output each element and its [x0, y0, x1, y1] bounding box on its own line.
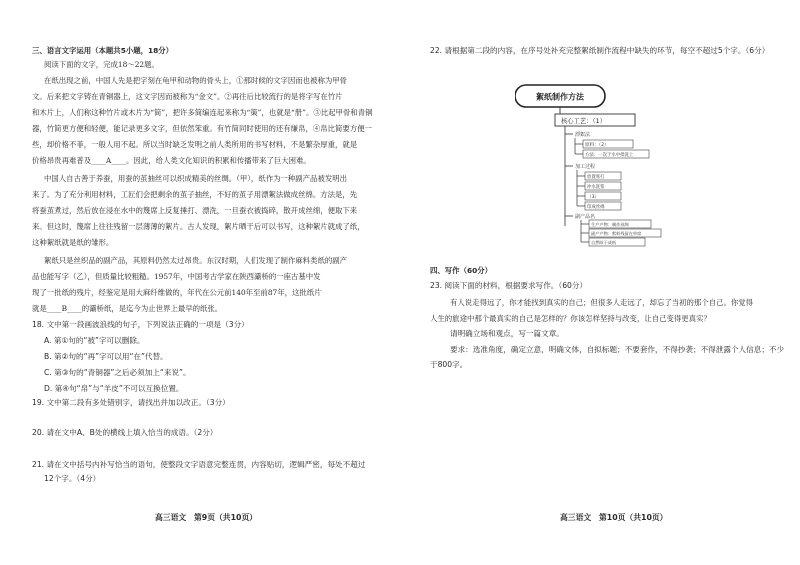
- question-21: 21. 请在文中括号内补写恰当的语句，使整段文字语意完整连贯，内容贴切，逻辑严密，每处不超过: [32, 460, 366, 469]
- section-title: 三、语言文字运用（本题共5小题，18分）: [32, 46, 174, 55]
- flowchart-diagram: [515, 82, 715, 252]
- group3-item: 副产产物：絮料残留在草席: [591, 231, 642, 236]
- p1-line: 和木片上，人们称这种竹片或木片为“简”，把许多简编连起来称为“策”，也就是“册”。③比起甲骨和青铜: [32, 108, 373, 117]
- group3-item: 生产产物：制作丝绵: [591, 222, 629, 227]
- material-line: 人生的旅途中那个最真实的自己是怎样的？你该怎样坚持与改变，让自己变得更真实？: [430, 314, 711, 323]
- question-21-cont: 12个字。（4分）: [44, 474, 101, 483]
- material-line: 有人说走得远了，你才能找到真实的自己；但很多人走远了，却忘了当初的那个自己。你觉得: [450, 298, 754, 307]
- p2-line: 这种絮纸就是纸的雏形。: [32, 238, 114, 247]
- p3-line: 絮纸只是丝织品的副产品，其原料仍然太过昂贵。东汉时期，人们发现了制作麻料类纸的副产: [44, 256, 348, 265]
- p1-line: 文。后来把文字铸在青铜器上，这文字因而被称为“金文”。②再往后比较流行的是将字写在竹片: [32, 92, 343, 101]
- diagram-title: 絮纸制作方法: [536, 92, 584, 102]
- p1-line: 些，却价格不菲，一般人用不起。所以当时缺乏发明之前人类所用的书写材料，不是繁杂厚重，就是: [32, 140, 358, 149]
- group1-item: 方法：一次于水中揉洗上: [585, 153, 634, 158]
- question-23: 23. 阅读下面的材料，根据要求写作。（60分）: [430, 281, 588, 290]
- q18-option-c: C. 第③句的“青铜器”之后必须加上“来说”。: [44, 368, 191, 377]
- group1-item: 原料：（2）: [585, 143, 609, 148]
- p2-line: 来了。为了充分利用材料，工匠们会把剩余的茧子抽丝，不好的茧子用漂絮法做成丝绵。方法是，先: [32, 190, 358, 199]
- q18-option-d: D. 第④句“帛”与“羊皮”不可以互换位置。: [44, 384, 184, 393]
- group2-item: 冲水洗浆: [587, 185, 605, 190]
- q18-option-b: B. 第②句的“再”字可以用“在”代替。: [44, 352, 168, 361]
- group2-item: 印成丝绵: [587, 205, 605, 210]
- p2-line: 中国人自古善于养蚕，用蚕的茧抽丝可以织成精美的丝绸。（甲），纸作为一种副产品被发明出: [44, 174, 348, 183]
- group2-item: （3）: [587, 195, 600, 200]
- writing-requirement-detail: 要求：选准角度，确定立意，明确文体，自拟标题；不要套作，不得抄袭；不得泄露个人信息；不少: [450, 345, 785, 354]
- writing-requirement: 请明确立场和观点，写一篇文章。: [450, 329, 564, 338]
- p2-line: 将蚕茧煮过，然后放在浸在水中的篾席上反复捶打、漂洗，一旦蚕衣被捣碎，散开成丝绵，便取下来: [32, 206, 358, 215]
- p3-line: 品也能写字（乙），但质量比较粗糙。1957年，中国考古学家在陕西灞桥的一座古墓中发: [32, 272, 321, 281]
- section-4-title: 四、写作（60分）: [430, 266, 493, 275]
- question-18: 18. 文中第一段画波浪线的句子，下列说法正确的一项是（3分）: [32, 320, 249, 329]
- group2-label: 加工过程: [575, 164, 596, 170]
- question-22: 22. 请根据第二段的内容，在序号处补充完整絮纸制作流程中缺失的环节，每空不超过5个字。（6分）: [430, 46, 770, 55]
- writing-requirement-detail-cont: 于800字。: [430, 360, 468, 369]
- p1-line: 在纸出现之前，中国人先是把字刻在龟甲和动物的骨头上，①那时候的文字因而也被称为甲骨: [44, 76, 348, 85]
- instruction: 阅读下面的文字，完成18～22题。: [44, 60, 159, 69]
- group3-item: 自然晾干成纸: [591, 240, 617, 245]
- p1-line: 价格昂贵再难普及____A____。因此，给人类文化知识的积累和传播带来了巨大困难。: [32, 156, 311, 165]
- core-process-label: 核心工艺：（1）: [561, 118, 606, 125]
- q18-option-a: A. 第①句的“被”字可以删除。: [44, 336, 145, 345]
- p3-line: 现了一批纸的残片，经鉴定是用大麻纤维做的，年代在公元前140年至前87年，这批纸片: [32, 288, 322, 297]
- group3-label: 副产品名: [575, 214, 596, 220]
- group1-label: 漂絮法: [575, 132, 591, 138]
- p3-line: 就是____B____的灞桥纸，是迄今为止世界上最早的纸张。: [32, 304, 223, 313]
- footer-left: 高三语文 第9页（共10页）: [155, 513, 258, 522]
- p2-line: 来。但这时，篾席上往往残留一层薄薄的絮片。古人发现，絮片晒干后可以书写，这种絮片就成了纸，: [32, 222, 365, 231]
- p1-line: 器，竹简更方便和轻便，能记录更多文字，但依然笨重。有竹简同时使用的还有缣帛，④帛比简要方便一: [32, 124, 372, 133]
- group2-item: 放置席打: [587, 175, 605, 180]
- question-19: 19. 文中第二段有多处错别字，请找出并加以改正。（3分）: [32, 398, 230, 407]
- question-20: 20. 请在文中A、B处的横线上填入恰当的成语。（2分）: [32, 428, 218, 437]
- footer-right: 高三语文 第10页（共10页）: [560, 513, 668, 522]
